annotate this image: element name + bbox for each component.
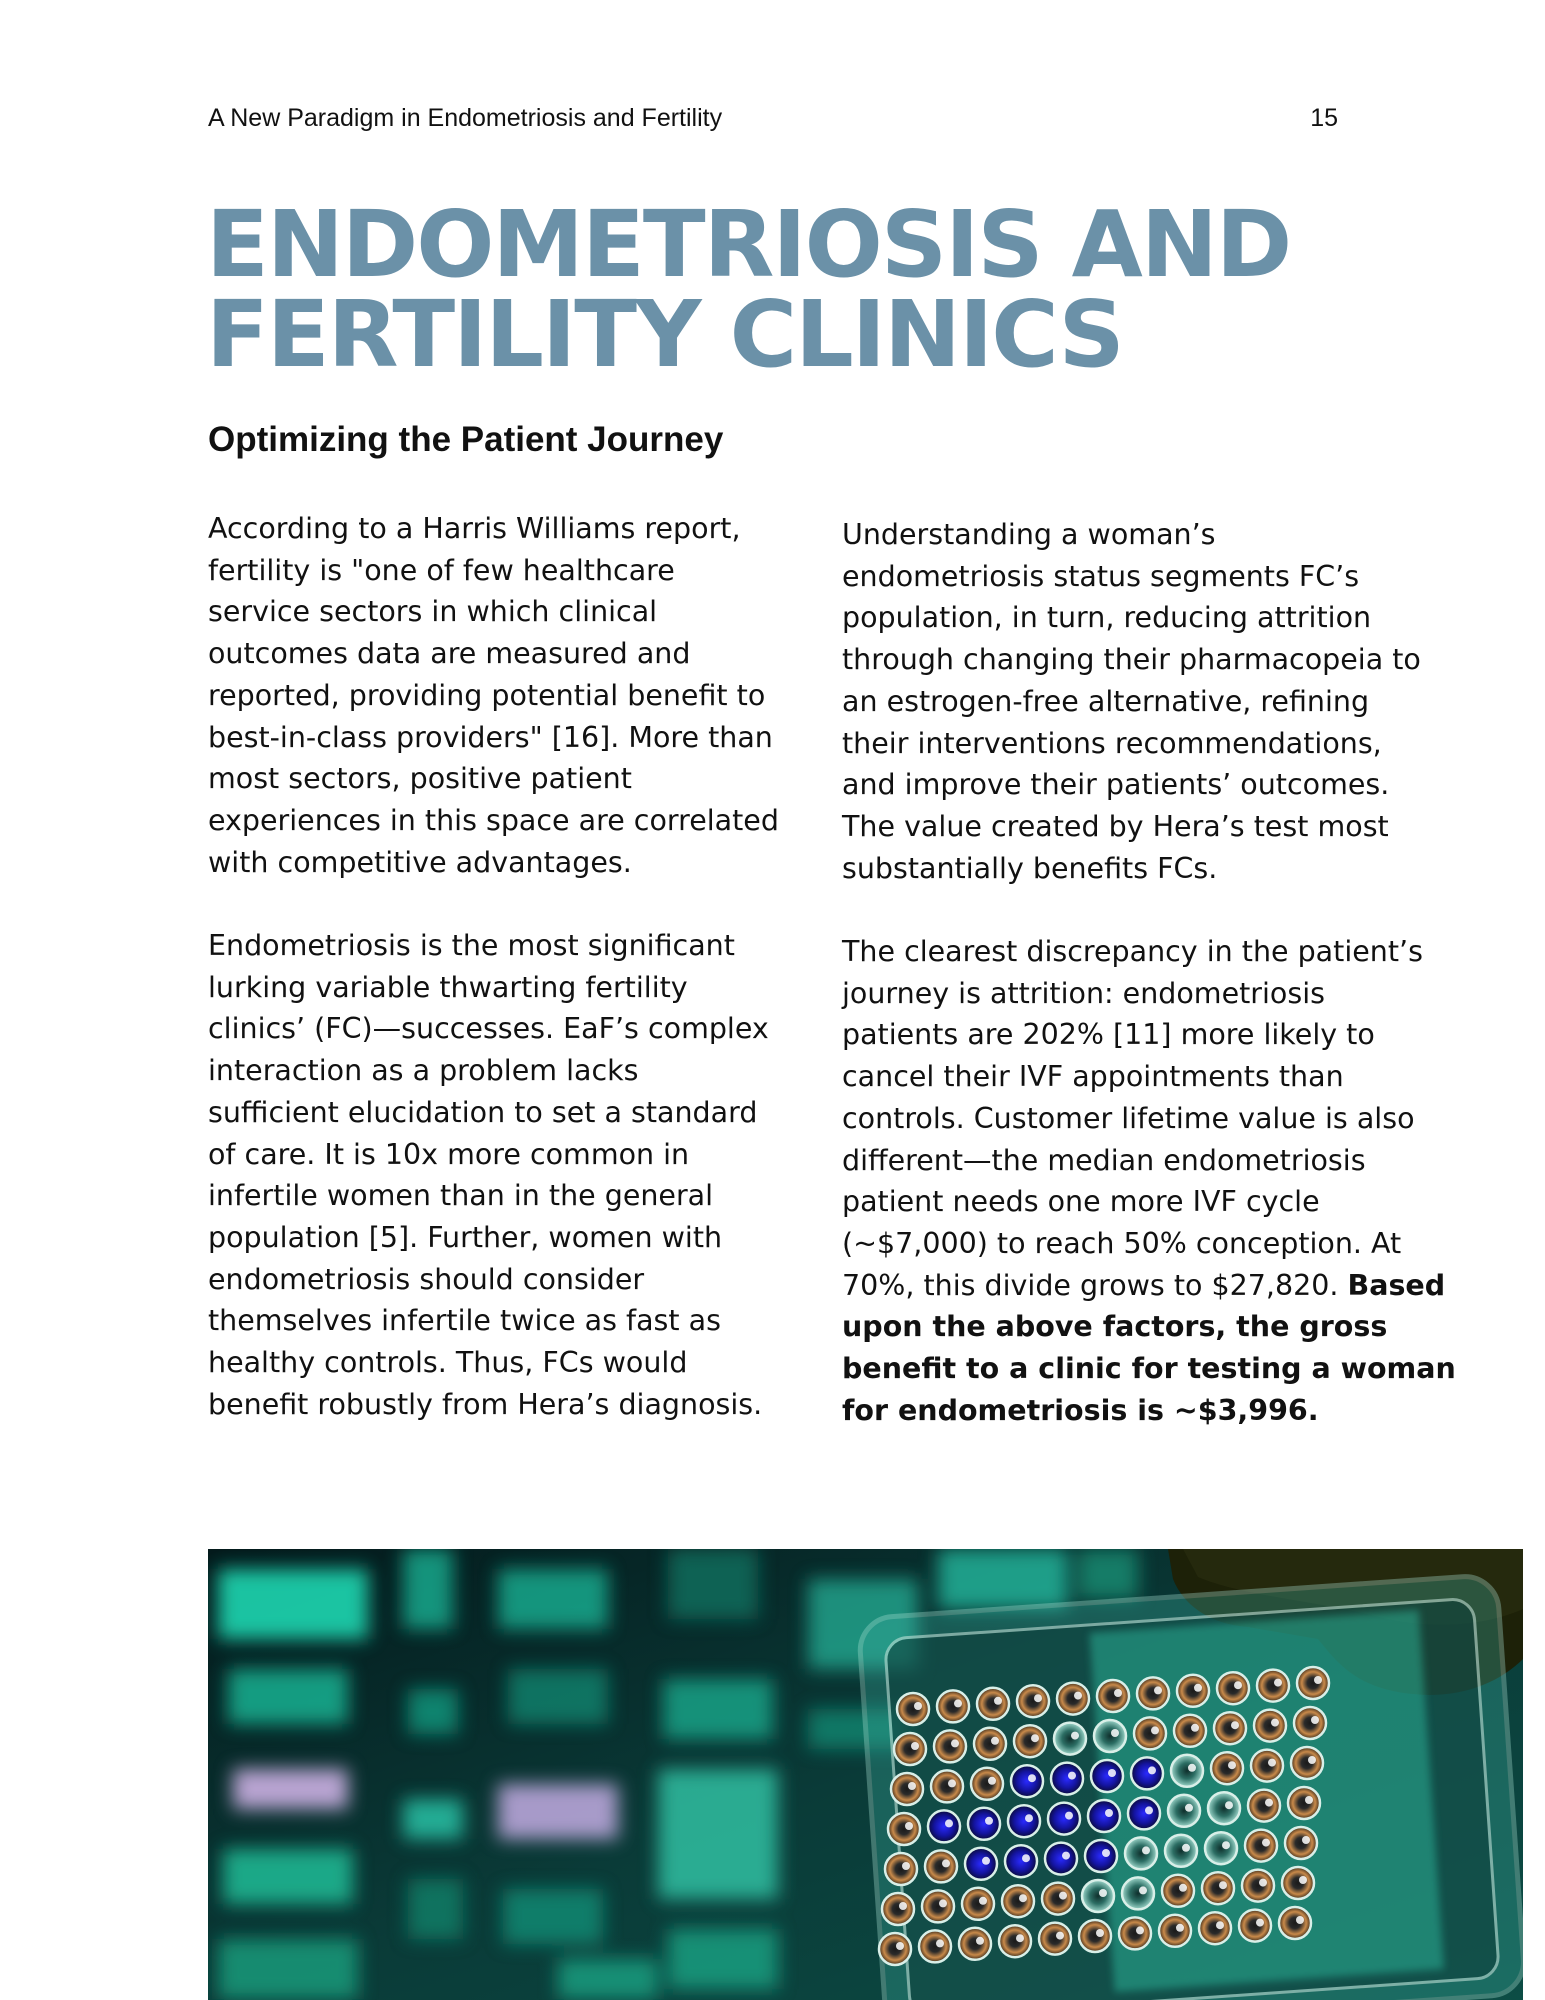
well-highlight: [1296, 1916, 1304, 1924]
plate-well: [1245, 1830, 1277, 1862]
right-paragraph-2: [842, 931, 1472, 1431]
well-highlight: [991, 1737, 999, 1745]
well-highlight: [994, 1697, 1002, 1705]
plate-well: [1251, 1750, 1283, 1782]
well-highlight: [951, 1739, 959, 1747]
text-line: benefit robustly from Hera’s diagnosis.: [208, 1387, 763, 1421]
well-highlight: [1108, 1769, 1116, 1777]
plate-well: [1002, 1885, 1034, 1917]
section-subtitle: Optimizing the Patient Journey: [208, 420, 724, 459]
plate-well: [977, 1688, 1009, 1720]
plate-well: [1211, 1752, 1243, 1784]
text-line: sufficient elucidation to set a standard: [208, 1095, 758, 1129]
plate-well: [1097, 1680, 1129, 1712]
well-highlight: [1265, 1799, 1273, 1807]
well-highlight: [1151, 1726, 1159, 1734]
plate-well: [1159, 1915, 1191, 1947]
text-line: substantially benefits FCs.: [842, 851, 1218, 885]
plate-well: [1079, 1920, 1111, 1952]
plate-well: [1279, 1907, 1311, 1939]
text-line: endometriosis should consider: [208, 1262, 645, 1296]
well-highlight: [905, 1822, 913, 1830]
well-highlight: [948, 1779, 956, 1787]
plate-well: [931, 1770, 963, 1802]
document-title: A New Paradigm in Endometriosis and Fertility: [208, 104, 723, 132]
text-line: of care. It is 10x more common in: [208, 1137, 690, 1171]
text-line: service sectors in which clinical: [208, 595, 658, 629]
well-highlight: [1111, 1729, 1119, 1737]
well-highlight: [1299, 1876, 1307, 1884]
plate-well: [999, 1925, 1031, 1957]
well-highlight: [1234, 1681, 1242, 1689]
text-line: and improve their patients’ outcomes.: [842, 768, 1390, 802]
plate-well: [1217, 1672, 1249, 1704]
plate-well: [1285, 1827, 1317, 1859]
well-highlight: [1148, 1766, 1156, 1774]
plate-well: [928, 1810, 960, 1842]
text-line: The clearest discrepancy in the patient’s: [842, 935, 1423, 969]
well-highlight: [942, 1859, 950, 1867]
plate-well: [1168, 1795, 1200, 1827]
well-highlight: [988, 1777, 996, 1785]
regular-text: 70%, this divide grows to $27,820.: [842, 1268, 1348, 1302]
plate-well: [879, 1933, 911, 1965]
well-highlight: [1271, 1719, 1279, 1727]
well-highlight: [1268, 1759, 1276, 1767]
plate-well: [934, 1730, 966, 1762]
well-highlight: [1034, 1694, 1042, 1702]
text-line: healthy controls. Thus, FCs would: [208, 1346, 688, 1380]
plate-well: [1094, 1720, 1126, 1752]
plate-well: [888, 1813, 920, 1845]
plate-well: [1208, 1792, 1240, 1824]
plate-well: [1088, 1800, 1120, 1832]
plate-well: [1085, 1840, 1117, 1872]
bold-conclusion-line: benefit to a clinic for testing a woman: [842, 1352, 1456, 1386]
well-highlight: [1225, 1801, 1233, 1809]
text-line: population, in turn, reducing attrition: [842, 601, 1372, 635]
text-line: controls. Customer lifetime value is also: [842, 1101, 1415, 1135]
well-highlight: [1259, 1879, 1267, 1887]
well-highlight: [954, 1699, 962, 1707]
text-line: through changing their pharmacopeia to: [842, 643, 1421, 677]
plate-well: [1239, 1910, 1271, 1942]
plate-well: [1205, 1832, 1237, 1864]
plate-well: [894, 1733, 926, 1765]
well-highlight: [1194, 1684, 1202, 1692]
well-highlight: [902, 1862, 910, 1870]
text-line: Endometriosis is the most significant: [208, 929, 735, 963]
well-highlight: [1096, 1929, 1104, 1937]
text-line: population [5]. Further, women with: [208, 1220, 723, 1254]
well-highlight: [914, 1702, 922, 1710]
well-highlight: [1139, 1886, 1147, 1894]
plate-well: [1242, 1870, 1274, 1902]
plate-well: [925, 1850, 957, 1882]
well-highlight: [1182, 1844, 1190, 1852]
text-line: patient needs one more IVF cycle: [842, 1185, 1320, 1219]
page-title-line-2: FERTILITY CLINICS: [206, 281, 1123, 388]
plate-well: [1122, 1877, 1154, 1909]
well-highlight: [1191, 1724, 1199, 1732]
right-column: [842, 514, 1472, 1431]
plate-well: [1214, 1712, 1246, 1744]
well-highlight: [1154, 1686, 1162, 1694]
left-paragraph-1: [208, 508, 818, 883]
plate-well: [1297, 1667, 1329, 1699]
text-line: clinics’ (FC)—successes. EaF’s complex: [208, 1012, 769, 1046]
bold-conclusion-line: for endometriosis is ~$3,996.: [842, 1393, 1319, 1427]
well-highlight: [1074, 1692, 1082, 1700]
page-number: 15: [1310, 104, 1338, 132]
plate-well: [897, 1693, 929, 1725]
text-line: most sectors, positive patient: [208, 762, 632, 796]
text-line: different—the median endometriosis: [842, 1143, 1366, 1177]
page-title-line-1: ENDOMETRIOSIS AND: [206, 191, 1291, 298]
well-highlight: [1099, 1889, 1107, 1897]
plate-well: [1162, 1875, 1194, 1907]
plate-well: [1039, 1923, 1071, 1955]
well-highlight: [979, 1897, 987, 1905]
plate-well: [1054, 1723, 1086, 1755]
text-line: themselves infertile twice as fast as: [208, 1304, 721, 1338]
well-highlight: [985, 1817, 993, 1825]
right-paragraph-1: [842, 514, 1472, 889]
text-line: Understanding a woman’s: [842, 518, 1216, 551]
text-line: fertility is "one of few healthcare: [208, 553, 675, 587]
lab-well-plate-photo: [208, 1549, 1523, 2000]
well-highlight: [1305, 1796, 1313, 1804]
plate-well: [962, 1888, 994, 1920]
plate-well: [1177, 1675, 1209, 1707]
text-line: endometriosis status segments FC’s: [842, 559, 1360, 593]
well-highlight: [1256, 1919, 1264, 1927]
text-line: their interventions recommendations,: [842, 726, 1382, 760]
well-highlight: [1314, 1676, 1322, 1684]
plate-well: [1005, 1845, 1037, 1877]
plate-well: [919, 1930, 951, 1962]
well-highlight: [1311, 1716, 1319, 1724]
well-highlight: [939, 1899, 947, 1907]
well-highlight: [945, 1819, 953, 1827]
plate-well: [1051, 1763, 1083, 1795]
left-column: [208, 508, 818, 1425]
well-highlight: [1179, 1884, 1187, 1892]
plate-well: [922, 1890, 954, 1922]
well-highlight: [1262, 1839, 1270, 1847]
mixed-text-line: [842, 1265, 1472, 1307]
plate-well: [1137, 1677, 1169, 1709]
text-line: with competitive advantages.: [208, 845, 632, 879]
text-line: cancel their IVF appointments than: [842, 1060, 1344, 1094]
plate-well: [1125, 1837, 1157, 1869]
well-highlight: [1136, 1926, 1144, 1934]
plate-well: [968, 1808, 1000, 1840]
text-line: journey is attrition: endometriosis: [842, 976, 1325, 1010]
well-highlight: [1228, 1761, 1236, 1769]
plate-well: [1011, 1765, 1043, 1797]
plate-well: [1199, 1912, 1231, 1944]
plate-well: [1048, 1803, 1080, 1835]
plate-well: [1257, 1670, 1289, 1702]
well-highlight: [908, 1782, 916, 1790]
text-line: The value created by Hera’s test most: [842, 809, 1389, 843]
well-highlight: [1016, 1934, 1024, 1942]
text-line: an estrogen-free alternative, refining: [842, 684, 1370, 718]
well-highlight: [899, 1902, 907, 1910]
well-highlight: [1302, 1836, 1310, 1844]
well-highlight: [896, 1942, 904, 1950]
plate-well: [1288, 1787, 1320, 1819]
bold-conclusion-line: upon the above factors, the gross: [842, 1310, 1388, 1344]
well-highlight: [1056, 1932, 1064, 1940]
plate-well: [974, 1728, 1006, 1760]
well-highlight: [1022, 1854, 1030, 1862]
well-highlight: [1102, 1849, 1110, 1857]
plate-well: [1254, 1710, 1286, 1742]
well-highlight: [1114, 1689, 1122, 1697]
well-highlight: [1105, 1809, 1113, 1817]
text-line: experiences in this space are correlated: [208, 803, 779, 837]
plate-well: [1282, 1867, 1314, 1899]
left-paragraph-2: [208, 925, 818, 1425]
plate-well: [1248, 1790, 1280, 1822]
plate-well: [1008, 1805, 1040, 1837]
plate-well: [1291, 1747, 1323, 1779]
text-line: best-in-class providers" [16]. More than: [208, 720, 773, 754]
text-line: reported, providing potential benefit to: [208, 678, 766, 712]
well-highlight: [1068, 1772, 1076, 1780]
text-line: (~$7,000) to reach 50% conception. At: [842, 1226, 1402, 1260]
well-highlight: [1025, 1814, 1033, 1822]
plate-well: [937, 1690, 969, 1722]
text-line: outcomes data are measured and: [208, 637, 691, 671]
well-highlight: [1274, 1679, 1282, 1687]
well-highlight: [1062, 1852, 1070, 1860]
well-highlight: [976, 1937, 984, 1945]
well-highlight: [1028, 1774, 1036, 1782]
plate-well: [1082, 1880, 1114, 1912]
well-highlight: [1176, 1924, 1184, 1932]
plate-well: [891, 1773, 923, 1805]
well-highlight: [1308, 1756, 1316, 1764]
plate-well: [1202, 1872, 1234, 1904]
plate-well: [1294, 1707, 1326, 1739]
well-highlight: [1222, 1841, 1230, 1849]
plate-well: [1119, 1917, 1151, 1949]
text-line: patients are 202% [11] more likely to: [842, 1018, 1375, 1052]
plate-well: [1134, 1717, 1166, 1749]
text-line: According to a Harris Williams report,: [208, 512, 741, 545]
well-highlight: [936, 1939, 944, 1947]
plate-well: [1174, 1715, 1206, 1747]
running-header: [208, 104, 1340, 136]
well-highlight: [1142, 1846, 1150, 1854]
text-line: infertile women than in the general: [208, 1179, 714, 1213]
text-line: lurking variable thwarting fertility: [208, 970, 688, 1004]
plate-well: [1057, 1683, 1089, 1715]
plate-well: [1171, 1755, 1203, 1787]
well-highlight: [1019, 1894, 1027, 1902]
plate-well: [882, 1893, 914, 1925]
well-highlight: [1231, 1721, 1239, 1729]
text-line: interaction as a problem lacks: [208, 1054, 639, 1088]
plate-well: [1017, 1685, 1049, 1717]
plate-well: [1128, 1797, 1160, 1829]
plate-well: [1042, 1883, 1074, 1915]
plate-well: [885, 1853, 917, 1885]
plate-well: [1091, 1760, 1123, 1792]
plate-well: [959, 1928, 991, 1960]
plate-well: [971, 1768, 1003, 1800]
plate-well: [1014, 1725, 1046, 1757]
well-highlight: [1188, 1764, 1196, 1772]
bold-conclusion-start: Based: [1347, 1268, 1446, 1302]
plate-well: [965, 1848, 997, 1880]
well-highlight: [1071, 1732, 1079, 1740]
well-highlight: [1059, 1892, 1067, 1900]
well-highlight: [1219, 1881, 1227, 1889]
page-title: [206, 191, 1291, 388]
well-highlight: [982, 1857, 990, 1865]
well-highlight: [1031, 1734, 1039, 1742]
well-highlight: [911, 1742, 919, 1750]
well-highlight: [1216, 1921, 1224, 1929]
well-highlight: [1185, 1804, 1193, 1812]
well-highlight: [1065, 1812, 1073, 1820]
plate-well: [1165, 1835, 1197, 1867]
plate-well: [1045, 1843, 1077, 1875]
well-highlight: [1145, 1806, 1153, 1814]
plate-well: [1131, 1757, 1163, 1789]
